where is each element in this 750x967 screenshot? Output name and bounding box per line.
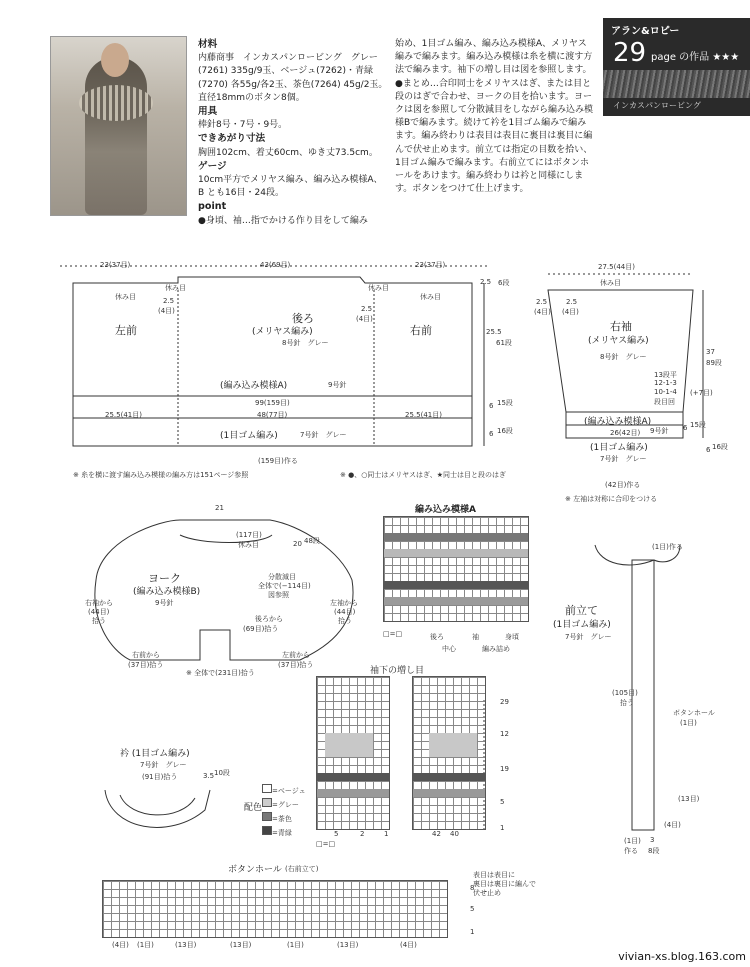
collar-pick: (91目)拾う: [142, 773, 178, 781]
back-label: 後ろ: [292, 312, 314, 325]
yoke-title: ヨーク: [148, 572, 181, 585]
needle-7-label: 7号針 グレー: [300, 431, 347, 439]
sleeve-inc-1: 13段平: [654, 371, 677, 379]
band-needle: 7号針 グレー: [565, 633, 612, 641]
bh-m13c: (13目): [337, 941, 359, 949]
rest-st-1: 休み目: [115, 293, 136, 301]
sleeve-title: 右袖: [610, 320, 632, 333]
h-6: 6: [489, 402, 494, 410]
sleeve-needle7: 7号針 グレー: [600, 455, 647, 463]
gauge-body: 10cm平方でメリヤス編み、編み込み模様A、B とも16目・24段。: [198, 175, 383, 199]
chart-inc-m42: 42: [432, 830, 441, 838]
note-intarsia: ※ 糸を横に渡す編み込み模様の編み方は151ページ参照: [73, 471, 249, 479]
yoke-back-st: (69目)拾う: [243, 625, 279, 633]
band-pick: (105目): [612, 689, 638, 697]
yoke-dec-1: 分散減目: [268, 573, 296, 581]
st-48: 48(77目): [257, 411, 288, 419]
yoke-lf-2: (37目)拾う: [278, 661, 314, 669]
st-25-left: 25.5(41目): [105, 411, 142, 419]
chart-a-body: 身頃: [505, 633, 519, 641]
instructions-body: 始め、1目ゴム編み、編み込み模様A、メリヤス編みで編みます。編み込み模様は糸を横に渡す方法で編みます。袖下の増し目は図を参照します。: [395, 39, 593, 76]
chart-inc-title: 袖下の増し目: [370, 666, 425, 676]
needle-8-label: 8号針 グレー: [282, 339, 329, 347]
yoke-ls-3: 拾う: [338, 617, 352, 625]
yoke-neck-rest: 休み目: [238, 541, 259, 549]
sleeve-h6b: 6: [706, 446, 711, 454]
yoke-top-21: 21: [215, 504, 224, 512]
bh-m13b: (13目): [230, 941, 252, 949]
yoke-rs-3: 拾う: [92, 617, 106, 625]
band-pick-2: 拾う: [620, 699, 634, 707]
sleeve-h6: 6: [683, 424, 688, 432]
yoke-h20: 20: [293, 540, 302, 548]
chart-inc-m40: 40: [450, 830, 459, 838]
chart-inc-r12: 12: [500, 730, 509, 738]
chart-inc-r1: 1: [500, 824, 505, 832]
sleeve-4r: (4目): [562, 308, 579, 316]
bh-m1b: (1目): [287, 941, 304, 949]
dim-right-2: (4目): [356, 315, 373, 323]
chart-a-title: 編み込み模様A: [415, 505, 476, 515]
h-16: 16段: [497, 427, 513, 435]
sleeve-h15: 15段: [690, 421, 706, 429]
yoke-total: ※ 全体で(231目)拾う: [186, 669, 255, 677]
chart-inc-m5: 5: [334, 830, 339, 838]
yoke-rf-1: 右前から: [132, 651, 160, 659]
band-h8: 8段: [648, 847, 660, 855]
h-25-5: 25.5: [486, 328, 502, 336]
collar-h35: 3.5: [203, 772, 215, 780]
band-made-2: (1目): [624, 837, 641, 845]
band-4: (4目): [664, 821, 681, 829]
yoke-ls-1: 左袖から: [330, 599, 358, 607]
chart-inc-m1: 1: [384, 830, 389, 838]
yarn-brand: インカスパンロービング: [613, 101, 701, 110]
bh-m13a: (13目): [175, 941, 197, 949]
yoke-h48: 48段: [304, 537, 320, 545]
buttonhole-note-3: 伏せ止め: [473, 889, 501, 897]
sleeve-width: 27.5(44目): [598, 263, 635, 271]
band-buttonhole-2: (1目): [680, 719, 697, 727]
collar-h10: 10段: [214, 769, 230, 777]
size-body: 胸囲102cm、着丈60cm、ゆき丈73.5cm。: [198, 147, 378, 158]
rib-label: (1目ゴム編み): [220, 431, 278, 441]
buttonhole-note-1: 表目は表目に: [473, 871, 515, 879]
color-beige: =ベージュ: [262, 784, 306, 796]
sleeve-pattern: (編み込み模様A): [584, 417, 652, 427]
chart-inc-r5: 5: [500, 798, 505, 806]
chart-a-sleeve: 袖: [472, 633, 479, 641]
yoke-neck: (117目): [236, 531, 262, 539]
footer-watermark: vivian-xs.blog.163.com: [618, 950, 746, 963]
size-title: できあがり寸法: [198, 133, 266, 145]
sleeve-h16: 16段: [712, 443, 728, 451]
note-seams: ※ ●、○同士はメリヤスはぎ、★同士は目と段のはぎ: [340, 471, 507, 479]
yoke-ls-2: (44目): [334, 608, 356, 616]
cast-on-label: (159目)作る: [258, 457, 298, 465]
sleeve-stockinette: (メリヤス編み): [588, 336, 649, 346]
width-right: 23(37目): [415, 261, 446, 269]
collar-title: 衿 (1目ゴム編み): [120, 749, 190, 759]
buttonhole-note-2: 裏目は裏目に編んで: [473, 880, 536, 888]
h-6dan: 6段: [498, 279, 510, 287]
color-brown: =茶色: [262, 812, 292, 824]
bh-m4b: (4目): [400, 941, 417, 949]
yoke-lf-1: 左前から: [282, 651, 310, 659]
bh-r5: 5: [470, 905, 475, 913]
bh-m1a: (1目): [137, 941, 154, 949]
color-gray: =グレー: [262, 798, 299, 810]
sleeve-rest: 休み目: [600, 279, 621, 287]
sleeve-25r: 2.5: [566, 298, 578, 306]
yoke-pattern: (編み込み模様B): [133, 587, 201, 597]
band-made-top: (1目)作る: [652, 543, 683, 551]
chart-a-back: 後ろ: [430, 633, 444, 641]
collar-needle: 7号針 グレー: [140, 761, 187, 769]
bh-r1: 1: [470, 928, 475, 936]
dim-left-2: (4目): [158, 307, 175, 315]
chart-inc-r19: 19: [500, 765, 509, 773]
series-label: アラン&ロピー: [611, 26, 680, 37]
sleeve-needle: 8号針 グレー: [600, 353, 647, 361]
sleeve-h89: 89段: [706, 359, 722, 367]
chart-inc-r29: 29: [500, 698, 509, 706]
chart-inc-m2: 2: [360, 830, 365, 838]
gauge-title: ゲージ: [198, 160, 227, 172]
band-rib: (1目ゴム編み): [553, 620, 611, 630]
point-body: ●身頃、袖…指でかける作り目をして編み: [198, 215, 368, 226]
band-made-3: 作る: [624, 847, 638, 855]
rest-st-3: 休み目: [368, 284, 389, 292]
chart-inc-grid-right: [412, 676, 486, 830]
band-title: 前立て: [565, 604, 598, 617]
chart-a-grid: [383, 516, 529, 622]
h-6b: 6: [489, 430, 494, 438]
buttonhole-title: ボタンホール: [228, 865, 282, 875]
st-25-right: 25.5(41目): [405, 411, 442, 419]
band-buttonhole: ボタンホール: [673, 709, 715, 717]
materials-title: 材料: [198, 39, 218, 50]
h-2-5: 2.5: [480, 278, 492, 286]
bh-r8: 8: [470, 884, 475, 892]
bh-m4a: (4目): [112, 941, 129, 949]
width-left: 23(37目): [100, 261, 131, 269]
pattern-a-label: (編み込み模様A): [220, 381, 288, 391]
st-99: 99(159目): [255, 399, 290, 407]
chart-inc-grid-left: [316, 676, 390, 830]
width-center: 43(69目): [260, 261, 291, 269]
color-teal: =青緑: [262, 826, 292, 838]
sleeve-rib: (1目ゴム編み): [590, 443, 648, 453]
chart-inc-key: □=□: [316, 840, 336, 848]
sleeve-25l: 2.5: [536, 298, 548, 306]
band-h3: 3: [650, 836, 655, 844]
dim-right: 2.5: [361, 305, 373, 313]
sleeve-needle9: 9号針: [650, 427, 669, 435]
rest-st-2: 休み目: [165, 284, 186, 292]
yoke-dec-2: 全体で(−114目): [258, 582, 311, 590]
yoke-dec-3: 図参照: [268, 591, 289, 599]
finishing-body: ●まとめ…合印同士をメリヤスはぎ、または目と段のはぎで合わせ、ヨークの目を拾います。ヨークは図を参照して分散減目をしながら編み込み模様Bで編みます。続けて衿を1目ゴム編みで編みます。編み終わりは表目は表目に裏目は裏目に編んで伏せ止めます。前立ては指定の目数を拾い、1目ゴム編みで編みます。右前立てにはボタンホールをあけます。編み終わりは衿と同様にします。ボタンをつけて仕上げます。: [395, 78, 594, 195]
rest-st-4: 休み目: [420, 293, 441, 301]
sleeve-inc-3: 10-1-4: [654, 388, 677, 396]
sleeve-inc-2: 12-1-3: [654, 379, 677, 387]
right-front-label: 右前: [410, 324, 432, 337]
chart-a-key: □=□: [383, 630, 403, 638]
yoke-needle: 9号針: [155, 599, 174, 607]
band-13: (13目): [678, 795, 700, 803]
chart-a-pattern: 編み詰め: [482, 645, 510, 653]
buttonhole-sub: (右前立て): [285, 865, 319, 873]
materials-body: 内藤商事 インカスパンロービング グレー(7261) 335g/9玉、ベージュ(7262)・青緑(7270) 各55g/各2玉、茶色(7264) 45g/2玉。直径18mmのボタン8個。: [198, 53, 388, 103]
stockinette-label: (メリヤス編み): [252, 327, 313, 337]
buttonhole-grid: [102, 880, 448, 938]
sleeve-st26: 26(42目): [610, 429, 641, 437]
page-suffix: page の作品 ★★★: [651, 52, 740, 63]
sleeve-4l: (4目): [534, 308, 551, 316]
yoke-rf-2: (37目)拾う: [128, 661, 164, 669]
needle-9-label: 9号針: [328, 381, 347, 389]
page-number: 29: [613, 38, 647, 68]
sleeve-cast: (42目)作る: [605, 481, 641, 489]
h-15: 15段: [497, 399, 513, 407]
sleeve-note: ※ 左袖は対称に合印をつける: [565, 495, 658, 503]
sleeve-h37: 37: [706, 348, 715, 356]
sleeve-plus7: (+7目): [690, 389, 713, 397]
left-front-label: 左前: [115, 324, 137, 337]
tools-body: 棒針8号・7号・9号。: [198, 120, 288, 131]
chart-a-center: 中心: [442, 645, 456, 653]
h-61: 61段: [496, 339, 512, 347]
colors-key-title: 配色: [244, 803, 263, 813]
yoke-rs-1: 右袖から: [85, 599, 113, 607]
yoke-rs-2: (44目): [88, 608, 110, 616]
dim-left: 2.5: [163, 297, 175, 305]
body-outline: [73, 277, 472, 446]
tools-title: 用具: [198, 106, 218, 118]
point-title: point: [198, 201, 227, 213]
yoke-back-from: 後ろから: [255, 615, 283, 623]
sleeve-inc-4: 段目回: [654, 398, 675, 406]
